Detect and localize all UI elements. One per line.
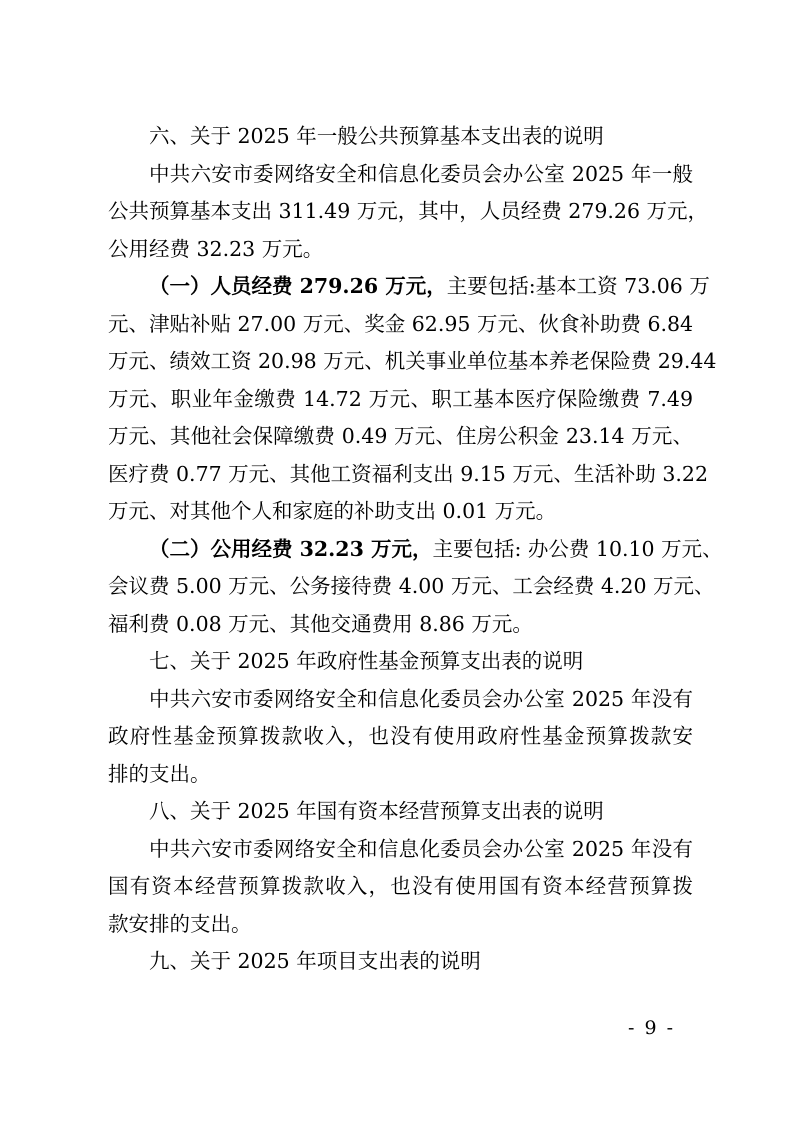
line-text: 元、津贴补贴 27.00 万元、奖金 62.95 万元、伙食补助费 6.84 [108, 311, 694, 336]
text-line [108, 681, 693, 719]
line-text: 主要包括: 办公费 10.10 万元、 [432, 536, 723, 561]
text-line [108, 381, 693, 419]
text-line [108, 418, 693, 456]
text-line [108, 118, 693, 156]
text-line [108, 643, 693, 681]
line-text: 会议费 5.00 万元、公务接待费 4.00 万元、工会经费 4.20 万元、 [108, 574, 715, 598]
text-line [108, 493, 693, 531]
line-text: 七、关于 2025 年政府性基金预算支出表的说明 [149, 649, 584, 673]
line-text: 中共六安市委网络安全和信息化委员会办公室 2025 年没有 [149, 686, 693, 711]
text-line [108, 156, 693, 194]
line-text: 款安排的支出。 [108, 911, 252, 936]
text-line [108, 456, 709, 494]
bold-heading-text: （二）公用经费 32.23 万元， [149, 536, 433, 561]
text-line [108, 868, 693, 906]
line-text: 政府性基金预算拨款收入，也没有使用政府性基金预算拨款安 [108, 724, 693, 748]
line-text: 医疗费 0.77 万元、其他工资福利支出 9.15 万元、生活补助 3.22 [108, 461, 709, 486]
text-line [108, 606, 693, 644]
line-text: 国有资本经营预算拨款收入，也没有使用国有资本经营预算拨 [108, 874, 693, 898]
line-text: 八、关于 2025 年国有资本经营预算支出表的说明 [149, 799, 604, 823]
line-text: 中共六安市委网络安全和信息化委员会办公室 2025 年没有 [149, 836, 693, 861]
text-line [108, 343, 717, 381]
line-text: 九、关于 2025 年项目支出表的说明 [149, 949, 481, 973]
bold-heading-text: （一）人员经费 279.26 万元， [149, 274, 447, 298]
line-text: 公共预算基本支出 311.49 万元，其中，人员经费 279.26 万元， [108, 199, 709, 223]
text-line [108, 531, 723, 569]
line-text: 主要包括:基本工资 73.06 万 [446, 274, 710, 298]
line-text: 六、关于 2025 年一般公共预算基本支出表的说明 [149, 124, 604, 148]
line-text: 万元、绩效工资 20.98 万元、机关事业单位基本养老保险费 29.44 [108, 349, 717, 373]
text-line [108, 231, 693, 269]
text-line [108, 568, 715, 606]
text-line [108, 756, 693, 794]
line-text: 中共六安市委网络安全和信息化委员会办公室 2025 年一般 [149, 161, 693, 186]
line-text: 万元、其他社会保障缴费 0.49 万元、住房公积金 23.14 万元、 [108, 424, 693, 448]
text-line [108, 193, 709, 231]
line-text: 万元、职业年金缴费 14.72 万元、职工基本医疗保险缴费 7.49 [108, 386, 693, 411]
line-text: 福利费 0.08 万元、其他交通费用 8.86 万元。 [108, 611, 533, 636]
line-text: 万元、对其他个人和家庭的补助支出 0.01 万元。 [108, 499, 557, 523]
text-line [108, 268, 710, 306]
text-line [108, 831, 693, 869]
document-body [108, 118, 723, 981]
line-text: 排的支出。 [108, 761, 211, 786]
text-line [108, 718, 693, 756]
text-line [108, 793, 693, 831]
text-line [108, 306, 693, 344]
line-text: 公用经费 32.23 万元。 [108, 236, 324, 261]
text-line [108, 906, 693, 944]
text-line [108, 943, 693, 981]
page-number: - 9 - [628, 1017, 676, 1039]
